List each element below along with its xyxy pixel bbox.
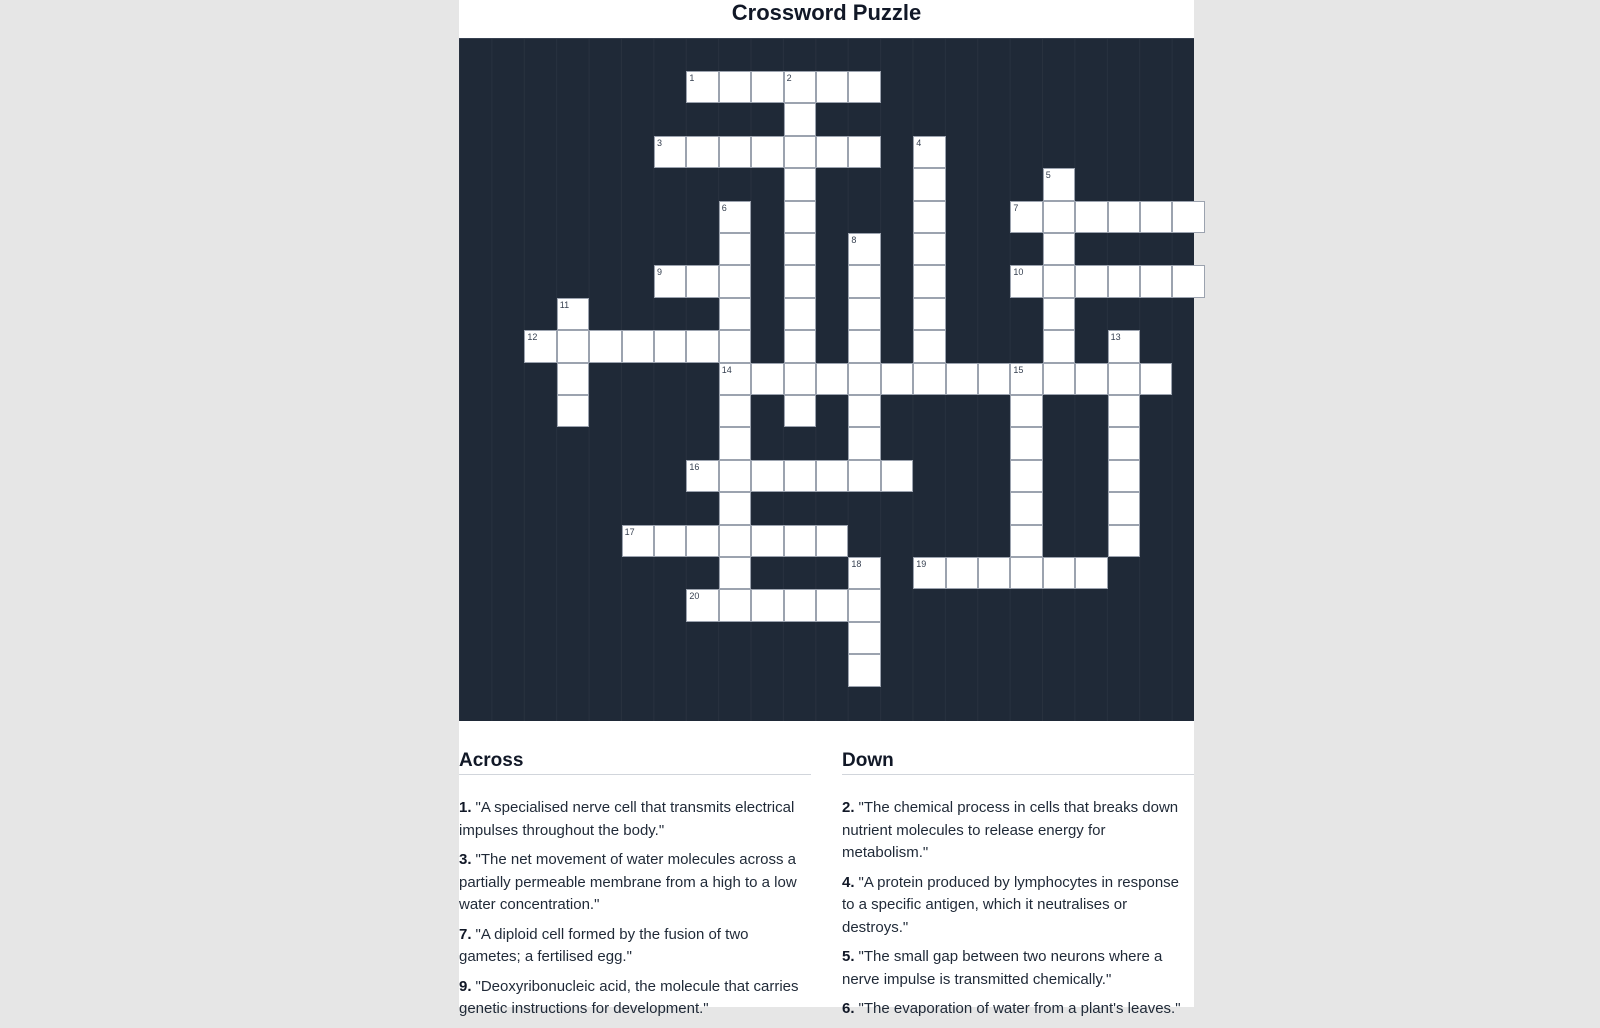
grid-cell[interactable] (848, 71, 880, 103)
grid-cell[interactable] (816, 589, 848, 621)
down-clue-list (842, 797, 1194, 1021)
clue-number: 2 (786, 73, 792, 83)
grid-cell[interactable] (719, 557, 751, 589)
clue-text: "A protein produced by lymphocytes in response to a specific antigen, which it neutralises or destroys." (842, 873, 1180, 936)
grid-cell[interactable] (848, 298, 880, 330)
page-title: Crossword Puzzle (731, 0, 922, 25)
grid-cell[interactable] (719, 460, 751, 492)
clue-number: 20 (689, 591, 700, 602)
grid-cell[interactable] (1140, 363, 1172, 395)
grid-cell[interactable] (654, 265, 686, 297)
grid-cell[interactable] (1043, 201, 1075, 233)
grid-cell[interactable] (913, 233, 945, 265)
grid-cell[interactable] (1043, 168, 1075, 200)
down-clue (842, 998, 1194, 1021)
grid-cell[interactable] (719, 525, 751, 557)
grid-cell[interactable] (784, 298, 816, 330)
grid-cell[interactable] (1010, 265, 1042, 297)
clue-number-label: 2. (842, 799, 855, 816)
grid-cell[interactable] (784, 201, 816, 233)
grid-cell[interactable] (848, 395, 880, 427)
grid-cell[interactable] (719, 427, 751, 459)
grid-cell[interactable] (719, 330, 751, 362)
grid-cell[interactable] (1043, 265, 1075, 297)
grid-cell[interactable] (557, 298, 589, 330)
grid-cell[interactable] (1075, 363, 1107, 395)
grid-cell[interactable] (589, 330, 621, 362)
grid-cell[interactable] (1010, 460, 1042, 492)
grid-cell[interactable] (751, 136, 783, 168)
grid-cell[interactable] (622, 330, 654, 362)
clue-number: 1 (689, 73, 695, 83)
grid-cell[interactable] (719, 589, 751, 621)
grid-cell[interactable] (751, 589, 783, 621)
grid-cell[interactable] (751, 460, 783, 492)
clue-number-label: 5. (842, 948, 855, 965)
clue-number: 8 (851, 235, 857, 245)
grid-cell[interactable] (784, 103, 816, 135)
grid-cell[interactable] (784, 589, 816, 621)
clue-text: "A specialised nerve cell that transmits electrical impulses throughout the body." (459, 799, 795, 839)
grid-cell[interactable] (557, 363, 589, 395)
across-heading: Across (459, 750, 811, 775)
grid-cell[interactable] (784, 363, 816, 395)
clue-number: 19 (916, 559, 927, 569)
crossword-grid (459, 38, 1194, 721)
grid-cell[interactable] (913, 363, 945, 395)
grid-cell[interactable] (816, 363, 848, 395)
grid-cell[interactable] (784, 460, 816, 492)
grid-cell[interactable] (1108, 330, 1140, 362)
grid-cell[interactable] (784, 525, 816, 557)
grid-cell[interactable] (686, 525, 718, 557)
grid-cell[interactable] (1043, 363, 1075, 395)
clue-number: 17 (624, 526, 635, 537)
clue-number: 6 (721, 202, 727, 213)
grid-cell[interactable] (1140, 201, 1172, 233)
grid-cell[interactable] (1108, 492, 1140, 524)
grid-cell[interactable] (1108, 265, 1140, 297)
grid-cell[interactable] (913, 168, 945, 200)
clue-number-label: 3. (459, 851, 472, 868)
grid-cell[interactable] (1140, 265, 1172, 297)
down-clue (842, 872, 1194, 940)
grid-cell[interactable] (913, 330, 945, 362)
grid-cell[interactable] (751, 525, 783, 557)
grid-cell[interactable] (719, 395, 751, 427)
grid-cell[interactable] (848, 654, 880, 686)
grid-cell[interactable] (686, 265, 718, 297)
clue-text: "The chemical process in cells that breaks down nutrient molecules to release energy for metabolism." (842, 799, 1179, 861)
grid-cell[interactable] (1108, 201, 1140, 233)
clue-number: 18 (851, 559, 862, 569)
down-clues (842, 750, 1194, 1028)
grid-cell[interactable] (913, 298, 945, 330)
grid-cell[interactable] (751, 363, 783, 395)
grid-cell[interactable] (557, 395, 589, 427)
grid-cell[interactable] (1010, 395, 1042, 427)
grid-cell[interactable] (848, 330, 880, 362)
grid-cell[interactable] (848, 460, 880, 492)
grid-cell[interactable] (1172, 265, 1204, 297)
clue-number: 14 (721, 364, 732, 375)
grid-cell[interactable] (848, 427, 880, 459)
grid-cell[interactable] (1010, 557, 1042, 589)
grid-cell[interactable] (719, 298, 751, 330)
grid-cell[interactable] (848, 233, 880, 265)
grid-cell[interactable] (719, 136, 751, 168)
grid-cell[interactable] (1043, 330, 1075, 362)
grid-cell[interactable] (784, 168, 816, 200)
across-clue-list (459, 797, 811, 1021)
grid-cell[interactable] (784, 233, 816, 265)
grid-cell[interactable] (719, 492, 751, 524)
grid-cell[interactable] (816, 460, 848, 492)
grid-cell[interactable] (1108, 460, 1140, 492)
clue-number: 4 (916, 137, 922, 148)
grid-cell[interactable] (622, 525, 654, 557)
clue-number: 11 (559, 299, 570, 310)
clue-text: "The net movement of water molecules across a partially permeable membrane from a high to a low water concentration." (459, 851, 797, 913)
grid-cell[interactable] (978, 363, 1010, 395)
grid-cell[interactable] (816, 136, 848, 168)
grid-cell[interactable] (1075, 557, 1107, 589)
grid-cell[interactable] (913, 265, 945, 297)
grid-cell[interactable] (524, 330, 556, 362)
grid-cell[interactable] (848, 265, 880, 297)
across-clue (459, 849, 811, 917)
across-clue (459, 976, 811, 1021)
grid-cell[interactable] (881, 363, 913, 395)
clue-number-label: 1. (459, 799, 472, 816)
grid-cell[interactable] (1075, 265, 1107, 297)
grid-cell[interactable] (913, 136, 945, 168)
grid-cell[interactable] (654, 525, 686, 557)
grid-cell[interactable] (848, 363, 880, 395)
clue-number: 12 (527, 332, 538, 343)
grid-cell[interactable] (686, 71, 718, 103)
clue-number: 7 (1013, 202, 1019, 213)
grid-cell[interactable] (1043, 233, 1075, 265)
grid-cell[interactable] (719, 363, 751, 395)
grid-cell[interactable] (848, 136, 880, 168)
grid-cell[interactable] (1010, 492, 1042, 524)
grid-cell[interactable] (557, 330, 589, 362)
grid-cell[interactable] (1010, 427, 1042, 459)
grid-cell[interactable] (719, 71, 751, 103)
clue-number: 13 (1110, 332, 1121, 343)
grid-cell[interactable] (719, 265, 751, 297)
clue-text: "The small gap between two neurons where a nerve impulse is transmitted chemically." (842, 948, 1163, 988)
grid-cell[interactable] (1108, 525, 1140, 557)
clue-number: 15 (1013, 364, 1024, 375)
grid-cell[interactable] (686, 589, 718, 621)
puzzle-page (459, 0, 1194, 1017)
grid-cell[interactable] (816, 525, 848, 557)
clue-number: 3 (657, 137, 663, 148)
grid-cell[interactable] (913, 201, 945, 233)
grid-cell[interactable] (1108, 363, 1140, 395)
clue-number-label: 4. (842, 873, 855, 891)
grid-cell[interactable] (654, 136, 686, 168)
grid-cell[interactable] (1075, 201, 1107, 233)
grid-cell[interactable] (946, 557, 978, 589)
clue-text: "Deoxyribonucleic acid, the molecule that carries genetic instructions for development." (459, 977, 799, 1017)
grid-cell[interactable] (654, 330, 686, 362)
grid-cell[interactable] (719, 233, 751, 265)
grid-cell[interactable] (848, 622, 880, 654)
grid-cell[interactable] (784, 71, 816, 103)
clue-number: 5 (1045, 170, 1051, 181)
across-clues (459, 750, 811, 1028)
clue-text: "A diploid cell formed by the fusion of two gametes; a fertilised egg." (459, 925, 749, 965)
across-clue (459, 797, 811, 842)
grid-cell[interactable] (784, 395, 816, 427)
clue-number-label: 6. (842, 1000, 855, 1017)
grid-cell[interactable] (1043, 557, 1075, 589)
clue-number: 16 (689, 461, 700, 472)
grid-cell[interactable] (881, 460, 913, 492)
grid-cell[interactable] (719, 201, 751, 233)
grid-cell[interactable] (1108, 427, 1140, 459)
down-heading: Down (842, 750, 1194, 775)
down-clue (842, 946, 1194, 991)
grid-cell[interactable] (978, 557, 1010, 589)
grid-cell[interactable] (848, 557, 880, 589)
grid-cell[interactable] (686, 330, 718, 362)
grid-cell[interactable] (1010, 363, 1042, 395)
grid-cell[interactable] (686, 460, 718, 492)
clue-number: 10 (1013, 267, 1024, 278)
grid-cell[interactable] (751, 71, 783, 103)
clue-number: 9 (657, 267, 663, 278)
grid-cell[interactable] (784, 136, 816, 168)
clue-number-label: 7. (459, 925, 472, 943)
grid-cell[interactable] (1010, 201, 1042, 233)
grid-cell[interactable] (816, 71, 848, 103)
across-clue (459, 924, 811, 969)
grid-cell[interactable] (1108, 395, 1140, 427)
grid-cell[interactable] (1172, 201, 1204, 233)
grid-cell[interactable] (1043, 298, 1075, 330)
grid-cell[interactable] (848, 589, 880, 621)
clue-text: "The evaporation of water from a plant's leaves." (858, 1000, 1181, 1017)
down-clue (842, 797, 1194, 865)
grid-cell[interactable] (784, 265, 816, 297)
grid-cell[interactable] (686, 136, 718, 168)
grid-cell[interactable] (913, 557, 945, 589)
grid-cell[interactable] (946, 363, 978, 395)
grid-cell[interactable] (784, 330, 816, 362)
grid-cell[interactable] (1010, 525, 1042, 557)
clue-number-label: 9. (459, 977, 472, 995)
